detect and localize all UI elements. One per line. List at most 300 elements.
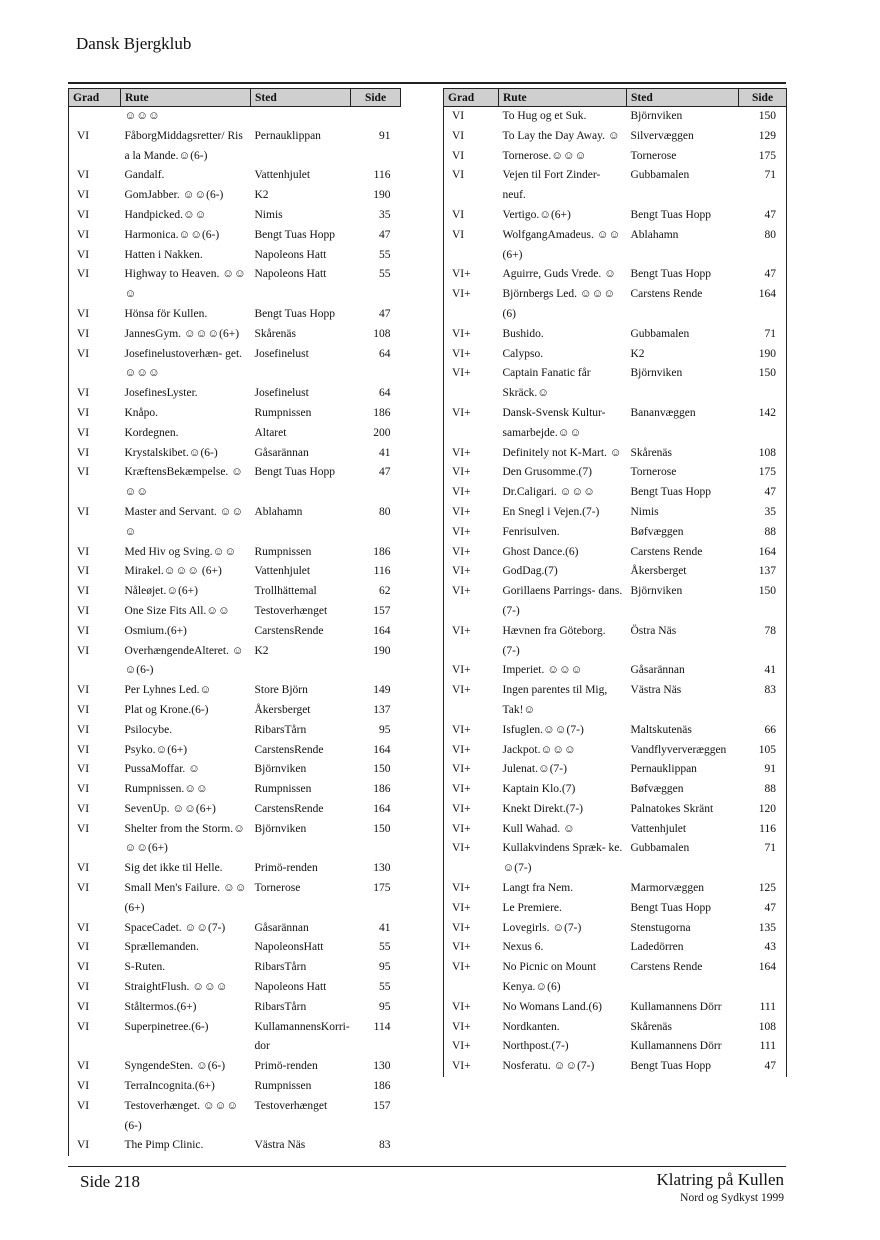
- cell-page-ref: 164: [373, 624, 391, 637]
- cell-page-ref: 190: [373, 644, 391, 657]
- cell-page-ref: 149: [373, 684, 391, 697]
- cell-grad: VI: [77, 822, 90, 835]
- column-header-sted: Sted: [251, 89, 351, 107]
- cell-location: Skårenäs: [254, 327, 297, 340]
- cell-route-name: Josefinelustoverhæn- get.☺☺☺: [124, 347, 243, 380]
- cell-route-name: Le Premiere.: [502, 901, 562, 914]
- cell-page-ref: 47: [764, 208, 776, 221]
- cell-page-ref: 41: [379, 446, 391, 459]
- cell-route-name: Northpost.(7-): [502, 1040, 569, 1053]
- cell-location: Ablahamn: [254, 505, 303, 518]
- cell-grad: VI: [77, 703, 90, 716]
- cell-route-name: Den Grusomme.(7): [502, 466, 592, 479]
- cell-page-ref: 95: [379, 723, 391, 736]
- cell-grad: VI: [77, 723, 90, 736]
- cell-grad: VI: [77, 169, 90, 182]
- cell-location: Napoleons Hatt: [254, 981, 327, 994]
- cell-grad: VI: [77, 307, 90, 320]
- column-header-side: Side: [739, 89, 787, 107]
- cell-grad: VI+: [452, 941, 471, 954]
- cell-location: Åkersberget: [254, 703, 311, 716]
- table-row: [69, 1136, 401, 1156]
- cell-location: Marmorvæggen: [630, 882, 704, 895]
- cell-route-name: Definitely not K-Mart. ☺: [502, 446, 622, 459]
- cell-page-ref: 78: [764, 624, 776, 637]
- table-row: [444, 1037, 787, 1057]
- cell-route-name: Small Men's Failure. ☺☺(6+): [124, 882, 247, 914]
- cell-location: CarstensRende: [254, 802, 324, 815]
- cell-page-ref: 164: [373, 802, 391, 815]
- table-row: [444, 721, 787, 741]
- cell-route-name: Calypso.: [502, 347, 544, 360]
- cell-grad: VI+: [452, 1020, 471, 1033]
- table-row: [444, 899, 787, 919]
- table-row: [444, 839, 787, 879]
- cell-location: CarstensRende: [254, 743, 324, 756]
- cell-location: Björnviken: [630, 585, 683, 598]
- table-row: [69, 1077, 401, 1097]
- cell-route-name: WolfgangAmadeus. ☺☺(6+): [502, 228, 621, 261]
- table-row: [69, 938, 401, 958]
- table-row: [69, 998, 401, 1018]
- cell-location: K2: [254, 189, 269, 202]
- table-row: [69, 463, 401, 503]
- page-header: Dansk Bjergklub: [76, 34, 192, 53]
- cell-page-ref: 47: [764, 901, 776, 914]
- cell-route-name: Superpinetree.(6-): [124, 1020, 209, 1033]
- cell-grad: VI: [77, 783, 90, 796]
- column-header-grad: Grad: [444, 89, 499, 107]
- table-row: [444, 345, 787, 365]
- cell-grad: VI: [77, 882, 90, 895]
- cell-route-name: Ghost Dance.(6): [502, 545, 579, 558]
- cell-location: Testoverhænget: [254, 604, 328, 617]
- cell-grad: VI: [77, 1139, 90, 1152]
- cell-grad: VI+: [452, 783, 471, 796]
- cell-location: Bengt Tuas Hopp: [630, 208, 712, 221]
- cell-grad: VI+: [452, 743, 471, 756]
- cell-route-name: Sprællemanden.: [124, 941, 199, 954]
- cell-location: Kullamannens Dörr: [630, 1040, 722, 1053]
- cell-page-ref: 55: [379, 981, 391, 994]
- cell-location: Ablahamn: [630, 228, 679, 241]
- cell-grad: VI: [77, 1020, 90, 1033]
- table-row: [69, 602, 401, 622]
- cell-location: Primö-renden: [254, 1060, 318, 1073]
- table-row: [444, 780, 787, 800]
- table-row: [69, 246, 401, 266]
- cell-page-ref: 116: [373, 565, 391, 578]
- cell-route-name: Nordkanten.: [502, 1020, 560, 1033]
- cell-grad: VI: [77, 406, 90, 419]
- cell-location: K2: [254, 644, 269, 657]
- cell-route-name: S-Ruten.: [124, 961, 166, 974]
- cell-location: Rumpnissen: [254, 406, 312, 419]
- cell-grad: VI: [77, 347, 90, 360]
- route-table-right: [443, 88, 787, 1077]
- table-row: [69, 325, 401, 345]
- cell-location: RibarsTårn: [254, 1000, 307, 1013]
- cell-grad: VI: [77, 763, 90, 776]
- table-row: [69, 345, 401, 385]
- cell-location: Skårenäs: [630, 446, 673, 459]
- cell-grad: VI: [77, 1099, 90, 1112]
- table-row: [444, 938, 787, 958]
- table-row: [444, 285, 787, 325]
- table-row: [444, 958, 787, 998]
- cell-page-ref: 137: [373, 703, 391, 716]
- cell-grad: VI: [77, 981, 90, 994]
- cell-route-name: En Snegl i Vejen.(7-): [502, 505, 600, 518]
- table-row: [69, 206, 401, 226]
- cell-page-ref: 164: [373, 743, 391, 756]
- table-row: [69, 859, 401, 879]
- cell-location: Bøfvæggen: [630, 525, 684, 538]
- cell-location: Bøfvæggen: [630, 783, 684, 796]
- cell-page-ref: 142: [758, 406, 776, 419]
- cell-location: Bengt Tuas Hopp: [254, 228, 336, 241]
- table-row: [69, 186, 401, 206]
- cell-grad: VI: [77, 802, 90, 815]
- cell-grad: VI: [77, 446, 90, 459]
- table-row: [69, 681, 401, 701]
- cell-page-ref: 190: [373, 189, 391, 202]
- cell-route-name: Nåleøjet.☺(6+): [124, 585, 198, 598]
- cell-page-ref: 200: [373, 426, 391, 439]
- table-row: [444, 206, 787, 226]
- cell-page-ref: 125: [758, 882, 776, 895]
- cell-page-ref: 186: [373, 545, 391, 558]
- cell-grad: VI: [452, 228, 465, 241]
- cell-grad: VI: [452, 169, 465, 182]
- table-row: [69, 780, 401, 800]
- cell-grad: VI+: [452, 842, 471, 855]
- cell-page-ref: 150: [758, 110, 776, 122]
- cell-location: Västra Näs: [254, 1139, 306, 1152]
- cell-location: Bengt Tuas Hopp: [630, 1060, 712, 1073]
- cell-grad: VI: [77, 505, 90, 518]
- cell-page-ref: 105: [758, 743, 776, 756]
- table-row: [444, 147, 787, 167]
- cell-page-ref: [351, 107, 401, 127]
- cell-grad: VI+: [452, 288, 471, 301]
- cell-grad: VI+: [452, 327, 471, 340]
- cell-route-name: Bushido.: [502, 327, 544, 340]
- cell-location: KullamannensKorri- dor: [254, 1020, 350, 1053]
- cell-grad: VI+: [452, 466, 471, 479]
- cell-grad: VI+: [452, 684, 471, 697]
- cell-route-name: Plat og Krone.(6-): [124, 703, 209, 716]
- cell-location: Carstens Rende: [630, 288, 703, 301]
- cell-route-name: Gandalf.: [124, 169, 165, 182]
- cell-location: Tornerose: [254, 882, 301, 895]
- cell-page-ref: 83: [379, 1139, 391, 1152]
- table-row: [444, 879, 787, 899]
- cell-grad: VI: [77, 426, 90, 439]
- cell-page-ref: 111: [759, 1000, 776, 1013]
- cell-location: Primö-renden: [254, 862, 318, 875]
- route-table-left: [68, 88, 401, 1156]
- cell-location: RibarsTårn: [254, 961, 307, 974]
- cell-grad: VI: [77, 921, 90, 934]
- cell-grad: VI: [77, 248, 90, 261]
- cell-location: Gåsarännan: [630, 664, 685, 677]
- cell-page-ref: 83: [764, 684, 776, 697]
- cell-location: Tornerose: [630, 466, 677, 479]
- cell-location: Bengt Tuas Hopp: [254, 307, 336, 320]
- table-row: [444, 444, 787, 464]
- cell-grad: VI: [77, 545, 90, 558]
- cell-grad: VI+: [452, 921, 471, 934]
- cell-location: Vattenhjulet: [254, 565, 311, 578]
- table-row: [444, 820, 787, 840]
- cell-grad: VI+: [452, 446, 471, 459]
- cell-page-ref: 41: [764, 664, 776, 677]
- cell-location: Ladedörren: [630, 941, 684, 954]
- cell-grad: VI+: [452, 1040, 471, 1053]
- cell-location: Carstens Rende: [630, 961, 703, 974]
- cell-grad: VI: [77, 624, 90, 637]
- book-title: Klatring på Kullen: [656, 1170, 784, 1189]
- cell-page-ref: 66: [764, 723, 776, 736]
- cell-page-ref: 62: [379, 585, 391, 598]
- cell-page-ref: 137: [758, 565, 776, 578]
- cell-page-ref: 108: [758, 1020, 776, 1033]
- cell-route-name: PussaMoffar. ☺: [124, 763, 200, 776]
- cell-grad: [69, 107, 121, 127]
- cell-location: Store Björn: [254, 684, 308, 697]
- table-row: [444, 483, 787, 503]
- cell-grad: VI+: [452, 367, 471, 380]
- cell-page-ref: 47: [764, 486, 776, 499]
- cell-grad: VI: [77, 941, 90, 954]
- cell-location: Vandflyververæggen: [630, 743, 727, 756]
- cell-grad: VI+: [452, 802, 471, 815]
- cell-location: Maltskutenäs: [630, 723, 692, 736]
- table-row: [69, 226, 401, 246]
- cell-location: Stenstugorna: [630, 921, 691, 934]
- cell-route-name: Shelter from the Storm.☺☺☺(6+): [124, 822, 245, 855]
- cell-page-ref: 129: [758, 129, 776, 142]
- cell-page-ref: 175: [373, 882, 391, 895]
- cell-page-ref: 43: [764, 941, 776, 954]
- cell-route-name: Handpicked.☺☺: [124, 208, 207, 221]
- cell-location: Bengt Tuas Hopp: [630, 268, 712, 281]
- cell-page-ref: 164: [758, 961, 776, 974]
- cell-route-name: Knåpo.: [124, 406, 159, 419]
- cell-grad: VI+: [452, 723, 471, 736]
- cell-route-name: GomJabber. ☺☺(6-): [124, 189, 224, 202]
- table-row: [69, 760, 401, 780]
- cell-grad: VI: [77, 684, 90, 697]
- cell-route-name: Langt fra Nem.: [502, 882, 574, 895]
- cell-grad: VI: [77, 189, 90, 202]
- cell-page-ref: 80: [379, 505, 391, 518]
- cell-page-ref: 150: [758, 585, 776, 598]
- cell-route-name: Testoverhænget. ☺☺☺(6-): [124, 1099, 239, 1132]
- cell-route-name: Kull Wahad. ☺: [502, 822, 575, 835]
- cell-grad: VI: [77, 1060, 90, 1073]
- cell-route-name: FåborgMiddagsretter/ Ris a la Mande.☺(6-): [124, 129, 243, 162]
- table-row: [69, 1057, 401, 1077]
- table-row: [69, 107, 401, 127]
- table-row: [69, 265, 401, 305]
- cell-location: Västra Näs: [630, 684, 682, 697]
- table-row: [69, 582, 401, 602]
- cell-grad: VI+: [452, 901, 471, 914]
- column-header-rute: Rute: [121, 89, 251, 107]
- cell-route-name: Fenrisulven.: [502, 525, 560, 538]
- cell-route-name: Psilocybe.: [124, 723, 173, 736]
- cell-grad: VI+: [452, 664, 471, 677]
- table-row: [69, 166, 401, 186]
- cell-route-name: Per Lyhnes Led.☺: [124, 684, 212, 697]
- table-row: [444, 582, 787, 622]
- cell-grad: VI+: [452, 882, 471, 895]
- cell-location: Gåsarännan: [254, 446, 309, 459]
- cell-grad: VI+: [452, 268, 471, 281]
- table-row: [69, 958, 401, 978]
- table-row: [69, 701, 401, 721]
- cell-grad: VI: [77, 743, 90, 756]
- cell-page-ref: 116: [759, 822, 776, 835]
- table-body: [69, 107, 401, 1157]
- table-row: [69, 127, 401, 167]
- cell-route-name: Dansk-Svensk Kultur- samarbejde.☺☺: [502, 406, 606, 439]
- cell-route-name: SyngendeSten. ☺(6-): [124, 1060, 226, 1073]
- cell-route-name: No Womans Land.(6): [502, 1000, 602, 1013]
- table-row: [69, 820, 401, 860]
- cell-grad: VI: [77, 1000, 90, 1013]
- cell-route-name: Imperiet. ☺☺☺: [502, 664, 583, 677]
- cell-grad: VI: [77, 387, 90, 400]
- table-row: [69, 384, 401, 404]
- cell-grad: VI+: [452, 822, 471, 835]
- cell-grad: VI: [77, 129, 90, 142]
- table-row: [444, 661, 787, 681]
- cell-route-name: To Hug og et Suk.: [502, 110, 587, 122]
- cell-location: Skårenäs: [630, 1020, 673, 1033]
- cell-location: Bengt Tuas Hopp: [630, 901, 712, 914]
- cell-location: CarstensRende: [254, 624, 324, 637]
- table-row: [69, 721, 401, 741]
- cell-location: Trollhättemal: [254, 585, 317, 598]
- cell-grad: VI: [77, 466, 90, 479]
- cell-route-name: Krystalskibet.☺(6-): [124, 446, 218, 459]
- cell-location: Rumpnissen: [254, 1080, 312, 1093]
- cell-page-ref: 150: [373, 822, 391, 835]
- cell-grad: VI+: [452, 347, 471, 360]
- cell-route-name: SpaceCadet. ☺☺(7-): [124, 921, 226, 934]
- table-row: [69, 800, 401, 820]
- cell-location: Gubbamalen: [630, 842, 690, 855]
- cell-route-name: Björnbergs Led. ☺☺☺(6): [502, 288, 616, 320]
- cell-location: K2: [630, 347, 645, 360]
- cell-page-ref: 47: [379, 307, 391, 320]
- cell-page-ref: 120: [758, 802, 776, 815]
- cell-route-name: Dr.Caligari. ☺☺☺: [502, 486, 595, 499]
- cell-page-ref: 95: [379, 961, 391, 974]
- cell-location: Gubbamalen: [630, 169, 690, 182]
- cell-location: Björnviken: [254, 763, 307, 776]
- cell-route-name: Hævnen fra Göteborg. (7-): [502, 624, 606, 657]
- cell-page-ref: 55: [379, 268, 391, 281]
- cell-page-ref: 95: [379, 1000, 391, 1013]
- table-row: [69, 444, 401, 464]
- table-row: [444, 998, 787, 1018]
- cell-page-ref: 91: [379, 129, 391, 142]
- table-row: [69, 879, 401, 919]
- cell-location: Bengt Tuas Hopp: [630, 486, 712, 499]
- cell-location: Gåsarännan: [254, 921, 309, 934]
- cell-location: Bengt Tuas Hopp: [254, 466, 336, 479]
- cell-route-name: Isfuglen.☺☺(7-): [502, 723, 584, 736]
- cell-route-name: Knekt Direkt.(7-): [502, 802, 583, 815]
- cell-page-ref: 71: [764, 169, 776, 182]
- cell-page-ref: 186: [373, 1080, 391, 1093]
- cell-location: Josefinelust: [254, 347, 309, 360]
- cell-page-ref: 55: [379, 941, 391, 954]
- cell-page-ref: 108: [758, 446, 776, 459]
- cell-location: Silvervæggen: [630, 129, 694, 142]
- cell-page-ref: 116: [373, 169, 391, 182]
- table-row: [444, 166, 787, 206]
- cell-route-name: JosefinesLyster.: [124, 387, 198, 400]
- cell-page-ref: 150: [373, 763, 391, 776]
- table-row: [69, 562, 401, 582]
- cell-route-name: Hönsa för Kullen.: [124, 307, 208, 320]
- cell-page-ref: 164: [758, 545, 776, 558]
- table-row: [69, 1018, 401, 1058]
- cell-page-ref: 35: [764, 505, 776, 518]
- table-row: [444, 364, 787, 404]
- cell-location: Björnviken: [630, 367, 683, 380]
- cell-route-name: Aguirre, Guds Vrede. ☺: [502, 268, 616, 281]
- cell-route-name: Kaptain Klo.(7): [502, 783, 576, 796]
- table-row: [444, 1018, 787, 1038]
- cell-page-ref: 64: [379, 347, 391, 360]
- cell-route-name: Vejen til Fort Zinder- neuf.: [502, 169, 601, 202]
- table-row: [444, 919, 787, 939]
- table-row: [69, 424, 401, 444]
- table-row: [444, 562, 787, 582]
- cell-page-ref: 47: [764, 268, 776, 281]
- cell-location: Nimis: [630, 505, 659, 518]
- cell-page-ref: 186: [373, 406, 391, 419]
- cell-route-name: Kordegnen.: [124, 426, 179, 439]
- cell-route-name: JannesGym. ☺☺☺(6+): [124, 327, 240, 340]
- table-row: [444, 741, 787, 761]
- cell-page-ref: 71: [764, 842, 776, 855]
- cell-page-ref: 186: [373, 783, 391, 796]
- cell-location: [251, 107, 351, 127]
- cell-page-ref: 150: [758, 367, 776, 380]
- cell-route-name: Harmonica.☺☺(6-): [124, 228, 220, 241]
- cell-route-name: Mirakel.☺☺☺ (6+): [124, 565, 222, 578]
- cell-grad: VI: [77, 585, 90, 598]
- cell-location: Pernauklippan: [254, 129, 321, 142]
- cell-grad: VI+: [452, 486, 471, 499]
- cell-grad: VI: [77, 327, 90, 340]
- cell-location: Björnviken: [254, 822, 307, 835]
- cell-page-ref: 130: [373, 862, 391, 875]
- cell-grad: VI+: [452, 585, 471, 598]
- cell-grad: VI+: [452, 406, 471, 419]
- cell-location: Palnatokes Skränt: [630, 802, 714, 815]
- cell-grad: VI+: [452, 1060, 471, 1073]
- cell-location: Gubbamalen: [630, 327, 690, 340]
- cell-location: Carstens Rende: [630, 545, 703, 558]
